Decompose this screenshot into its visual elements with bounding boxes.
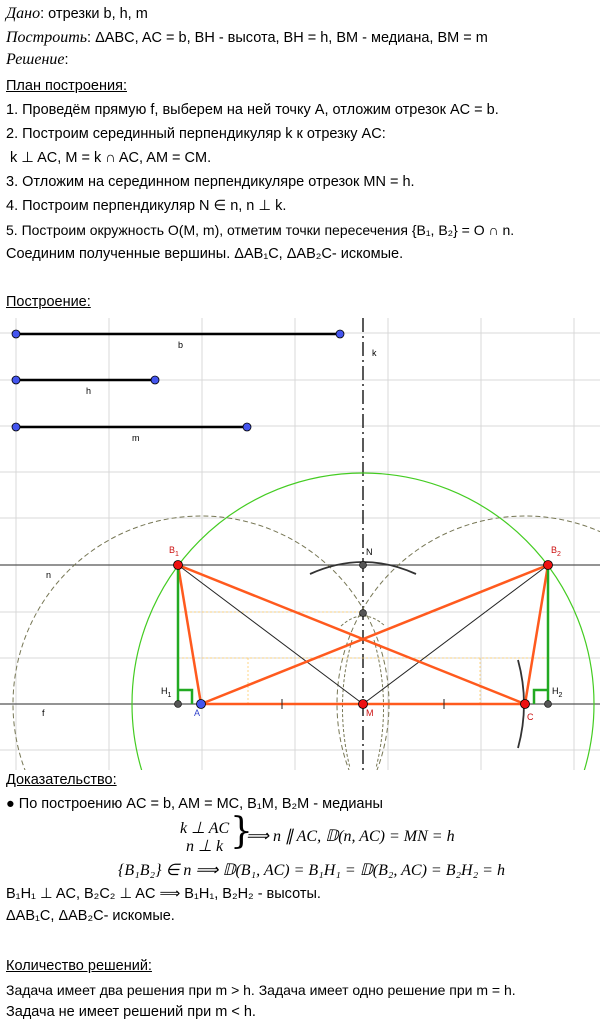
proof-title: Доказательство: xyxy=(6,772,117,788)
median-B1M xyxy=(178,565,363,704)
label-b: b xyxy=(178,340,184,350)
label-N: N xyxy=(366,547,373,557)
point-N xyxy=(360,562,367,569)
construct-label: Построить xyxy=(6,29,88,46)
plan-step-1: 1. Проведём прямую f, выберем на ней точку A, отложим отрезок AC = b. xyxy=(6,102,499,118)
solution-label: Решение xyxy=(6,51,65,68)
proof-line-1: ● По построению AC = b, AM = MC, B₁M, B₂M - медианы xyxy=(6,796,383,812)
plan-step-2: 2. Построим серединный перпендикуляр k к отрезку AC: xyxy=(6,126,386,142)
label-m: m xyxy=(132,433,140,443)
label-H1: $H_1$ xyxy=(161,686,172,699)
construction-figure xyxy=(0,318,600,770)
point-H1 xyxy=(175,701,182,708)
given-label: Дано xyxy=(6,5,41,22)
plan-step-3: 3. Отложим на серединном перпендикуляре отрезок MN = h. xyxy=(6,174,415,190)
construct-text: : ΔABC, AC = b, BH - высота, BH = h, BM - медиана, BM = m xyxy=(87,30,488,46)
solution-line xyxy=(6,50,69,70)
solution-tail: : xyxy=(64,52,69,68)
count-line-2: Задача не имеет решений при m < h. xyxy=(6,1004,256,1020)
point-B2 xyxy=(544,561,553,570)
point-C xyxy=(521,700,530,709)
label-H2: $H_2$ xyxy=(552,686,563,699)
label-n: n xyxy=(46,570,52,580)
plan-step-5: 5. Построим окружность O(M, m), отметим точки пересечения {B₁, B₂} = O ∩ n. xyxy=(6,222,515,238)
plan-step-4: 4. Построим перпендикуляр N ∈ n, n ⊥ k. xyxy=(6,198,287,214)
label-B1: $B_1$ xyxy=(169,545,179,558)
arc-from-A xyxy=(13,516,389,770)
label-h: h xyxy=(86,386,92,396)
segment-m xyxy=(12,423,251,443)
proof-line-3: {B₁B₂} ∈ n ⟹ 𝔻(B₁, AC) = B₁H₁ = 𝔻(B₂, AC) = B₂H₂ = h xyxy=(118,862,505,879)
proof-sys-b: n ⊥ k xyxy=(186,838,224,855)
brace-icon: } xyxy=(230,811,253,852)
construction-title: Построение: xyxy=(6,294,91,310)
given-line xyxy=(6,4,148,24)
segment-h xyxy=(12,376,159,396)
segment-b xyxy=(12,330,344,350)
label-A: A xyxy=(194,708,201,718)
point-H2 xyxy=(545,701,552,708)
plan-step-2b: k ⊥ AC, M = k ∩ AC, AM = CM. xyxy=(10,150,212,166)
count-line-1: Задача имеет два решения при m > h. Задача имеет одно решение при m = h. xyxy=(6,982,516,998)
proof-line-4: B₁H₁ ⊥ AC, B₂C₂ ⊥ AC ⟹ B₁H₁, B₂H₂ - высоты. xyxy=(6,886,321,902)
plan-step-6: Соединим полученные вершины. ΔAB₁C, ΔAB₂C- искомые. xyxy=(6,246,404,262)
label-f: f xyxy=(42,708,45,718)
label-B2: $B_2$ xyxy=(551,545,561,558)
label-k: k xyxy=(372,348,377,358)
plan-title: План построения: xyxy=(6,78,127,94)
median-B2M xyxy=(363,565,548,704)
construct-line xyxy=(6,28,488,48)
proof-sys-a: k ⊥ AC xyxy=(180,820,230,837)
point-B1 xyxy=(174,561,183,570)
given-text: : отрезки b, h, m xyxy=(40,6,148,22)
label-M: M xyxy=(366,708,374,718)
proof-line-5: ΔAB₁C, ΔAB₂C- искомые. xyxy=(6,908,175,924)
point-K xyxy=(360,610,367,617)
count-title: Количество решений: xyxy=(6,958,152,974)
proof-sys-result: ⟹ n ∥ AC, 𝔻(n, AC) = MN = h xyxy=(246,828,455,845)
label-C: C xyxy=(527,712,534,722)
